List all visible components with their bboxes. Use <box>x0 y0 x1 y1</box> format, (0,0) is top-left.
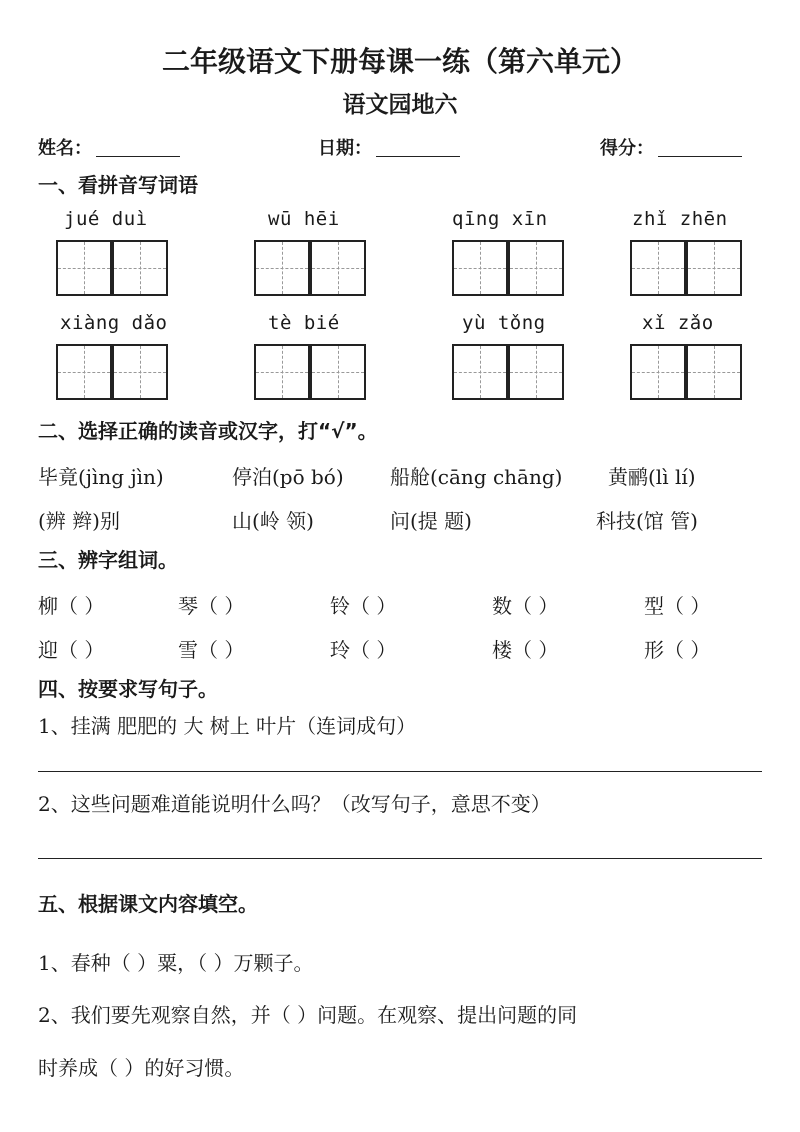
score-field <box>600 134 742 160</box>
question-5-2[interactable]: 2、我们要先观察自然，并（ ）问题。在观察、提出问题的同 <box>38 1003 578 1027</box>
name-blank[interactable] <box>96 138 180 157</box>
score-blank[interactable] <box>658 138 742 157</box>
choice-item[interactable]: 毕竟(jìng jìn) <box>38 465 164 489</box>
writing-grid-box[interactable] <box>254 240 310 296</box>
pinyin-label: xiàng dǎo <box>60 312 168 334</box>
date-label: 日期： <box>318 138 372 159</box>
score-label: 得分： <box>600 138 654 159</box>
name-label: 姓名： <box>38 138 92 159</box>
date-blank[interactable] <box>376 138 460 157</box>
section-5-heading: 五、根据课文内容填空。 <box>38 892 258 916</box>
writing-grid-box[interactable] <box>310 240 366 296</box>
section-2-heading: 二、选择正确的读音或汉字，打“√”。 <box>38 419 378 443</box>
question-5-1[interactable]: 1、春种（ ）粟，（ ）万颗子。 <box>38 951 314 975</box>
word-blank-item[interactable]: 玲（ ） <box>330 638 397 662</box>
choice-item[interactable]: 船舱(cāng chāng) <box>390 465 563 489</box>
pinyin-label: xǐ zǎo <box>642 312 714 334</box>
pinyin-label: yù tǒng <box>462 312 546 334</box>
choice-item[interactable]: 山(岭 领) <box>232 509 314 533</box>
choice-item[interactable]: 问(提 题) <box>390 509 472 533</box>
writing-grid-box[interactable] <box>452 240 508 296</box>
writing-grid-box[interactable] <box>112 240 168 296</box>
section-4-heading: 四、按要求写句子。 <box>38 677 218 701</box>
writing-grid-box[interactable] <box>56 344 112 400</box>
choice-item[interactable]: 黄鹂(lì lí) <box>608 465 696 489</box>
section-3-heading: 三、辨字组词。 <box>38 548 178 572</box>
choice-item[interactable]: (辨 辫)别 <box>38 509 120 533</box>
choice-item[interactable]: 停泊(pō bó) <box>232 465 344 489</box>
answer-line[interactable] <box>38 858 762 859</box>
worksheet-subtitle: 语文园地六 <box>342 92 458 118</box>
writing-grid-box[interactable] <box>112 344 168 400</box>
question-4-2: 2、这些问题难道能说明什么吗？（改写句子，意思不变） <box>38 792 551 816</box>
writing-grid-box[interactable] <box>452 344 508 400</box>
writing-grid-box[interactable] <box>630 344 686 400</box>
writing-grid-box[interactable] <box>508 240 564 296</box>
pinyin-label: qīng xīn <box>452 208 548 230</box>
writing-grid-box[interactable] <box>254 344 310 400</box>
word-blank-item[interactable]: 铃（ ） <box>330 594 397 618</box>
word-blank-item[interactable]: 楼（ ） <box>492 638 559 662</box>
name-field <box>38 134 180 160</box>
pinyin-label: tè bié <box>268 312 340 334</box>
section-1-heading: 一、看拼音写词语 <box>38 173 198 197</box>
writing-grid-box[interactable] <box>310 344 366 400</box>
writing-grid-box[interactable] <box>630 240 686 296</box>
choice-item[interactable]: 科技(馆 管) <box>596 509 698 533</box>
date-field <box>318 134 460 160</box>
pinyin-label: zhǐ zhēn <box>632 208 728 230</box>
writing-grid-box[interactable] <box>686 240 742 296</box>
word-blank-item[interactable]: 柳（ ） <box>38 594 105 618</box>
pinyin-label: wū hēi <box>268 208 340 230</box>
word-blank-item[interactable]: 数（ ） <box>492 594 559 618</box>
word-blank-item[interactable]: 迎（ ） <box>38 638 105 662</box>
worksheet-title: 二年级语文下册每课一练（第六单元） <box>161 45 638 78</box>
answer-line[interactable] <box>38 771 762 772</box>
question-5-2-continued[interactable]: 时养成（ ）的好习惯。 <box>38 1056 245 1080</box>
writing-grid-box[interactable] <box>56 240 112 296</box>
writing-grid-box[interactable] <box>686 344 742 400</box>
writing-grid-box[interactable] <box>508 344 564 400</box>
question-4-1: 1、挂满 肥肥的 大 树上 叶片（连词成句） <box>38 714 417 738</box>
pinyin-label: jué duì <box>64 208 148 230</box>
word-blank-item[interactable]: 型（ ） <box>644 594 711 618</box>
word-blank-item[interactable]: 琴（ ） <box>178 594 245 618</box>
word-blank-item[interactable]: 形（ ） <box>644 638 711 662</box>
word-blank-item[interactable]: 雪（ ） <box>178 638 245 662</box>
